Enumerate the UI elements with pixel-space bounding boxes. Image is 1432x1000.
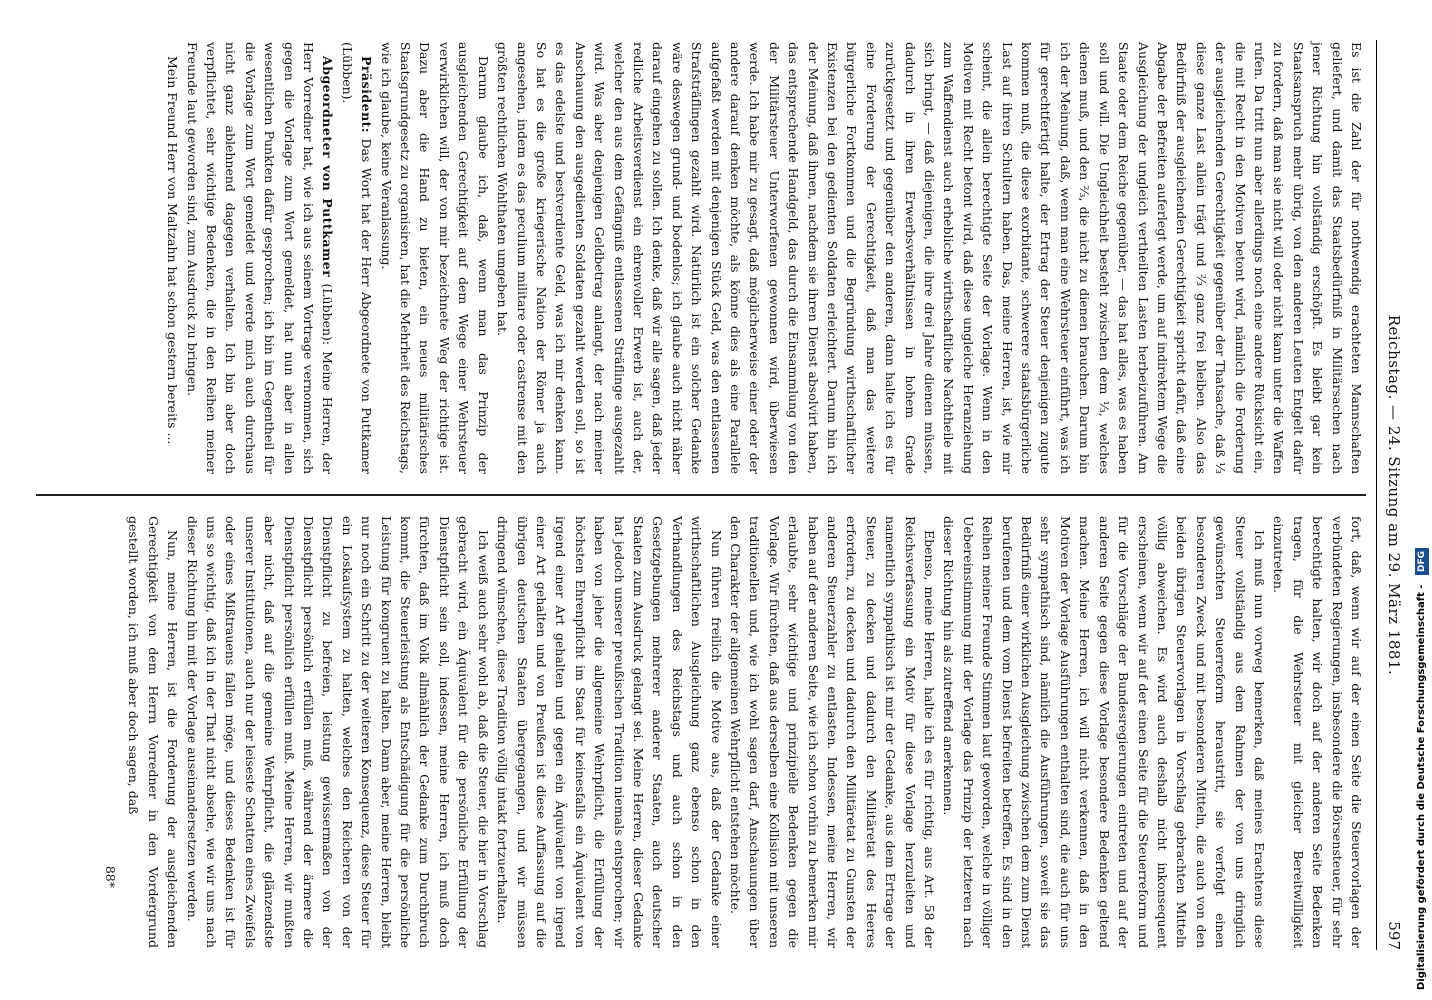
rotated-page-content — [10, 20, 1410, 970]
right-paragraph-6: Nun, meine Herren, ist die Forderung der ausgleichenden Gerechtigkeit von dem Herrn Vorredner in den Vordergrund gestellt worden, ich muß aber doch sagen, daß — [126, 516, 181, 948]
running-title: Reichstag. — 24. Sitzung am 29. März 1881. — [1385, 314, 1403, 676]
president-text: Das Wort hat der Herr Abgeordnete von Puttkamer (Lübben). — [339, 42, 375, 474]
right-paragraph-1: fort, daß, wenn wir auf der einen Seite die Steuervorlagen der verbündeten Regierungen, insbesondere die Börsensteuer, für sehr berechtigte halten, wir doch auf der anderen Seite Bedenken tragen, für die Wehrsteuer mit gleicher Bereitwilligkeit einzutreten. — [1271, 516, 1364, 948]
credit-text: Digitalisierung gefördert durch die Deutsche Forschungsgemeinschaft - — [1416, 584, 1427, 990]
right-paragraph-4: Nun führen freilich die Motive aus, daß der Gedanke einer wirthschaftlichen Ausgleichung ganz ebenso schon in den Verhandlungen des Reichstags und auch schon in den Gesetzgebungen mehrerer anderer Staaten, auch deutscher Staaten zum Ausdruck gelangt sei. Meine Herren, dieser Gedanke hat jedoch unserer preußischen Tradition niemals entsprochen; wir haben von jeher die allgemeine Wehrpflicht, die Erfüllung der höchsten Ehrenpflicht im Staat für keinesfalls ein Äquivalent von irgend einer Art gehalten und gegen ein Äquivalent von irgend einer Art gehalten und von Preußen ist diese Auffassung auf die übrigen deutschen Staaten übergegangen, und wir müssen dringend wünschen, diese Tradition völlig intakt fortzuerhalten. — [495, 516, 724, 948]
president-label: Präsident: — [359, 56, 375, 134]
page-header — [1376, 40, 1405, 950]
right-paragraph-5: Ich weiß auch sehr wohl ab, daß die Steuer, die hier in Vorschlag gebracht wird, ein Äquivalent für die persönliche Erfüllung der Dienstpflicht sein soll, indessen, meine Herren, ich muß doch fürchten, daß im Volk allmählich der Gedanke zum Durchbruch kommt, die Steuerleistung als Entschädigung für die persönliche Leistung für kongruent zu halten. Dann aber, meine Herren, bleibt nur noch ein Schritt zu der weiteren Konsequenz, diese Steuer für ein Loskaufsystem zu halten, welches den Reicheren von der Dienstpflicht zu befreien, leistung gewissermaßen von der Dienstpflicht persönlich erfüllen muß, während der ärmere die Dienstpflicht persönlich erfüllen muß. Meine Herren, wir mußten aber nicht, daß auf die gemeine Wehrpflicht, die glänzendste unserer Institutionen, auch nur der leiseste Schatten eines Zweifels oder eines Mißtrauens fallen möge, und dieses Bedenken ist für uns so wichtig, daß ich in der That nicht absehe, wie wir uns nach dieser Richtung hin mit der Vorlage auseinandersetzen werden. — [184, 516, 491, 948]
column-divider — [36, 494, 1366, 496]
digitization-credit — [1412, 10, 1432, 990]
left-paragraph-2: Darum glaube ich, daß, wenn man das Prinzip der ausgleichenden Gerechtigkeit auf dem Wege einer Wehrsteuer verwirklichen will, der von mir bezeichnete Weg der richtige ist. Dazu aber die Hand zu bieten, ein neues militärisches Staatsgrundgesetz zu organisiren, hat die Mehrheit des Reichstags, wie ich glaube, keine Veranlassung. — [378, 42, 491, 474]
right-paragraph-2: Ich muß nun vorweg bemerken, daß meines Erachtens diese Steuer vollständig aus dem Rahmen der von uns dringlich gewünschten Steuerreform heraustritt, sie verfolgt einen besonderen Zweck und mit besonderen Mitteln, die auch von den beiden übrigen Steuervorlagen in Vorschlag gebrachten Mitteln völlig abweichen. Es wird auch deshalb nicht inkonsequent erscheinen, wenn wir auf der einen Seite für die Steuerreform und für die Vorschläge der Bundesregierungen eintreten und auf der anderen Seite gegen diese Vorlage besondere Bedenken geltend machen. Meine Herren, ich will nicht verkennen, daß in den Motiven der Vorlage Ausführungen enthalten sind, die auch für uns sehr sympathisch sind, nämlich die Ausführungen, soweit sie das Bedürfniß einer wirklichen Ausgleichung zwischen dem zum Dienst berufenen und dem vom Dienst befreiten betreffen. Es sind in den Reihen meiner Freunde Stimmen laut geworden, welche in völliger Uebereinstimmung mit der Vorlage das Prinzip der letzteren nach dieser Richtung hin als zutreffend anerkennen. — [941, 516, 1267, 948]
left-paragraph-1: Es ist die Zahl der für nothwendig erachteten Mannschaften geliefert, und damit das Staatsbedürfniß in Militärsachen nach jener Richtung hin vollständig erschöpft. Es bleibt gar kein Staatsanspruch mehr übrig, von den anderen Leuten Entgelt dafür zu fordern, daß man sie nicht will oder nicht kann unter die Waffen rufen. Da tritt nun aber allerdings noch eine andere Rücksicht ein, die mit Recht in den Motiven betont wird, nämlich die Forderung der ausgleichenden Gerechtigkeit gegenüber der Thatsache, daß ⅓ diese ganze Last allein trägt und ⅔ ganz frei bleiben. Also das Bedürfniß der ausgleichenden Gerechtigkeit spricht dafür, daß eine Abgabe der Befreiten auferlegt werde, um auf indirektem Wege die Ausgleichung der ungleich vertheilten Lasten herbeizuführen. Am Staate oder dem Reiche gegenüber, — das hat alles, was es haben soll und will. Die Ungleichheit besteht zwischen dem ⅓, welches dienen muß, und den ⅔, die nicht zu dienen brauchen. Darum bin ich der Meinung, daß, wenn man eine Wehrsteuer einführt, was ich für gerechtfertigt halte, der Ertrag der Steuer denjenigen zugute kommen muß, die diese exorbitante, schwerere staatsbürgerliche Last auf ihren Schultern haben. Das, meine Herren, ist, wie mir scheint, die allein berechtigte Seite der Vorlage. Wenn in den Motiven mit Recht betont wird, daß diese ungleiche Heranziehung zum Waffendienst auch erhebliche wirthschaftliche Nachtheile mit sich bringt, — daß diejenigen, die ihre drei Jahre dienen müssen, dadurch in ihren Erwerbsverhältnissen in hohem Grade zurückgesetzt und gegenüber den anderen, dann halte ich es für eine Forderung der Gerechtigkeit, daß man das weitere bürgerliche Fortkommen und die Begründung wirthschaftlicher Existenzen bei den gedienten Soldaten erleichtert. Darum bin ich der Meinung, daß ihnen, nachdem sie ihren Dienst absolvirt haben, das entsprechende Handgeld, das durch die Einsammlung von den der Militärsteuer Unterworfenen gewonnen wird, überwiesen werde. Ich habe mir zu gesagt, daß möglicherweise einer oder der andere darauf denken möchte, als könne dies als eine Parallele aufgefaßt werden mit denjenigen Stück Geld, was den entlassenen Strafsträflingen gezahlt wird. Natürlich ist ein solcher Gedanke wäre deswegen grund- und bodenlos; ich glaube auch nicht näher darauf eingehen zu sollen. Ich denke, daß wir alle sagen, daß jeder redliche Arbeitsverdienst ein ehrenvoller Erwerb ist, auch der, welcher den aus dem Gefängniß entlassenen Sträflinge ausgezahlt wird. Was aber denjenigen Geldbetrag anlangt, der nach meiner Anschauung den ausgedienten Soldaten gezahlt werden soll, so ist es das edelste und bestverdiente Geld, was ich mir denken kann. So hat es die große kriegerische Nation der Römer ja auch angesehen, indem es das peculium militare oder castrense mit den größten rechtlichen Wohlthaten umgeben hat. — [495, 42, 1364, 474]
left-column — [36, 42, 1366, 474]
president-remark — [337, 42, 376, 474]
dfg-logo: DFG — [1415, 548, 1429, 575]
signature-number: 88* — [103, 865, 118, 888]
right-paragraph-3: Ebenso, meine Herren, halte ich es für richtig, aus Art. 58 der Reichsverfassung ein Motiv für diese Vorlage herzuleiten und namentlich sympathisch ist mir der Gedanke, aus dem Ertrage der Steuer, zu decken und dadurch den Militäretat des Heeres erfordern, zu decken und dadurch den Militäretat zu Gunsten der anderen Steuerzahler zu entlasten. Indessen, meine Herren, wir haben auf der anderen Seite, wie ich schon vorhin zu bemerken mir erlaubte, sehr wichtige und prinzipielle Bedenken gegen die Vorlage. Wir fürchten, daß aus derselben eine Kollision mit unseren traditionellen und, wie ich wohl sagen darf, Anschauungen über den Charakter der allgemeinen Wehrpflicht entstehen möchte. — [728, 516, 938, 948]
right-column — [36, 516, 1366, 948]
speaker-text: (Lübben): Meine Herren, der Herr Vorredner hat, wie ich aus seinem Vortrage vernommen, sich gegen die Vorlage zum Wort gemeldet, hat nun aber in allen wesentlichen Punkten dafür gesprochen; ich bin im Gegentheil für die Vorlage zum Wort gemeldet und werde mich auch durchaus nicht ganz ablehnend dagegen verhalten. Ich bin aber doch verpflichtet, sehr wichtige Bedenken, die in den Reihen meiner Freunde laut geworden sind, zum Ausdruck zu bringen. — [184, 42, 336, 474]
page-number: 597 — [1385, 921, 1403, 950]
left-last-line: Mein Freund Herr von Maltzahn hat schon gestern bereits ... — [165, 56, 181, 445]
speaker-label: Abgeordneter von Puttkamer — [320, 56, 336, 278]
speaker-paragraph — [182, 42, 337, 474]
digitization-credit-strip — [1410, 10, 1430, 990]
